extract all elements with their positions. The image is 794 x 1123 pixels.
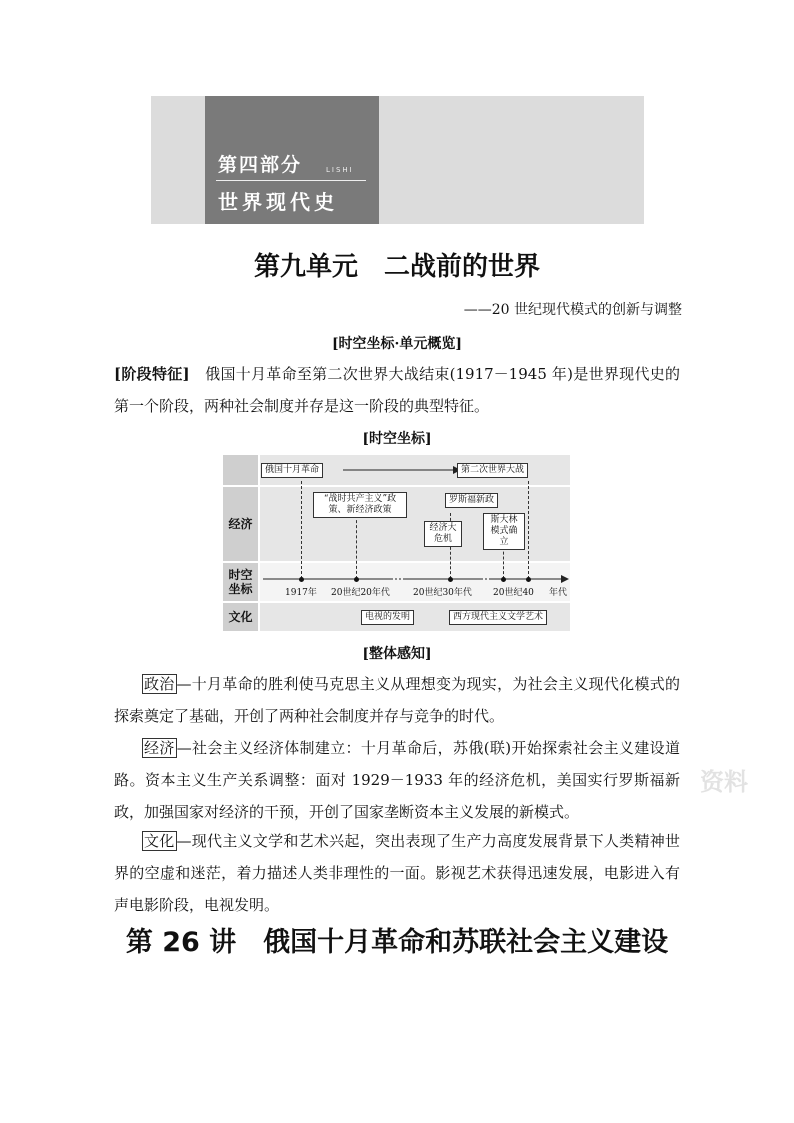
- tick-1920s: 20世纪20年代: [331, 588, 390, 598]
- tick-1917: 1917年: [285, 588, 317, 598]
- watermark: 资料: [700, 768, 748, 796]
- overall-culture-label: 文化: [144, 832, 175, 850]
- tag-new-deal: 罗斯福新政: [445, 493, 498, 508]
- row-head-economy: 经济: [223, 487, 258, 561]
- stage-label: [阶段特征]: [114, 365, 190, 383]
- axis-dot: [526, 577, 531, 582]
- tag-great-depression: 经济大危机: [424, 521, 462, 547]
- timeline-figure: [223, 455, 570, 631]
- tick-1930s: 20世纪30年代: [413, 588, 472, 598]
- stage-text: 俄国十月革命至第二次世界大战结束(1917－1945 年)是世界现代史的第一个阶段，两种社会制度并存是这一阶段的典型特征。: [114, 365, 680, 415]
- overall-politics-text: —十月革命的胜利使马克思主义从理想变为现实，为社会主义现代化模式的探索奠定了基础，开创了两种社会制度并存与竞争的时代。: [114, 675, 680, 725]
- row-head-coordinate: 时空坐标: [223, 563, 258, 601]
- overall-economy: [114, 732, 680, 828]
- section-overall-label: [整体感知]: [362, 646, 432, 662]
- axis-dot: [354, 577, 359, 582]
- overall-economy-text: —社会主义经济体制建立：十月革命后，苏俄(联)开始探索社会主义建设道路。资本主义生产关系调整：面对 1929－1933 年的经济危机，美国实行罗斯福新政，加强国家对经济的干预，开创了国家垄断资本主义发展的新模式。: [114, 739, 680, 821]
- guide-1940s: [528, 481, 529, 579]
- banner-subject: 世界现代史: [218, 190, 338, 214]
- banner-part: 第四部分: [218, 154, 303, 176]
- tick-1940s: 20世纪40: [493, 588, 534, 598]
- overall-politics: [114, 668, 680, 732]
- lecture-title: 第 26 讲 俄国十月革命和苏联社会主义建设: [125, 927, 669, 958]
- tag-tv-invention: 电视的发明: [361, 610, 414, 625]
- tag-war-communism: “战时共产主义”政策、新经济政策: [313, 492, 407, 518]
- axis-dot: [448, 577, 453, 582]
- overall-economy-label: 经济: [144, 739, 175, 757]
- banner-divider: [216, 180, 366, 181]
- stage-paragraph: [114, 358, 680, 422]
- section-timeline-label: [时空坐标]: [362, 431, 432, 447]
- overall-culture: [114, 825, 680, 921]
- guide-1920s: [356, 515, 357, 579]
- section-overview-label: [时空坐标·单元概览]: [331, 336, 463, 352]
- tick-decade: 年代: [549, 588, 568, 598]
- axis-dot: [299, 577, 304, 582]
- guide-1917: [301, 481, 302, 579]
- tag-stalin-model: 斯大林模式确立: [483, 513, 525, 550]
- banner-latin: LISHI: [326, 166, 354, 174]
- tag-modernism: 西方现代主义文学艺术: [449, 610, 547, 625]
- tag-ww2: 第二次世界大战: [457, 463, 528, 478]
- axis-dot: [501, 577, 506, 582]
- unit-title: 第九单元 二战前的世界: [253, 252, 540, 282]
- row-head-culture: 文化: [223, 603, 258, 631]
- overall-politics-label: 政治: [144, 675, 175, 693]
- unit-subtitle: ——20 世纪现代模式的创新与调整: [463, 302, 682, 318]
- overall-culture-text: —现代主义文学和艺术兴起，突出表现了生产力高度发展背景下人类精神世界的空虚和迷茫，着力描述人类非理性的一面。影视艺术获得迅速发展，电影进入有声电影阶段，电视发明。: [114, 832, 680, 914]
- tag-october-revolution: 俄国十月革命: [261, 463, 323, 478]
